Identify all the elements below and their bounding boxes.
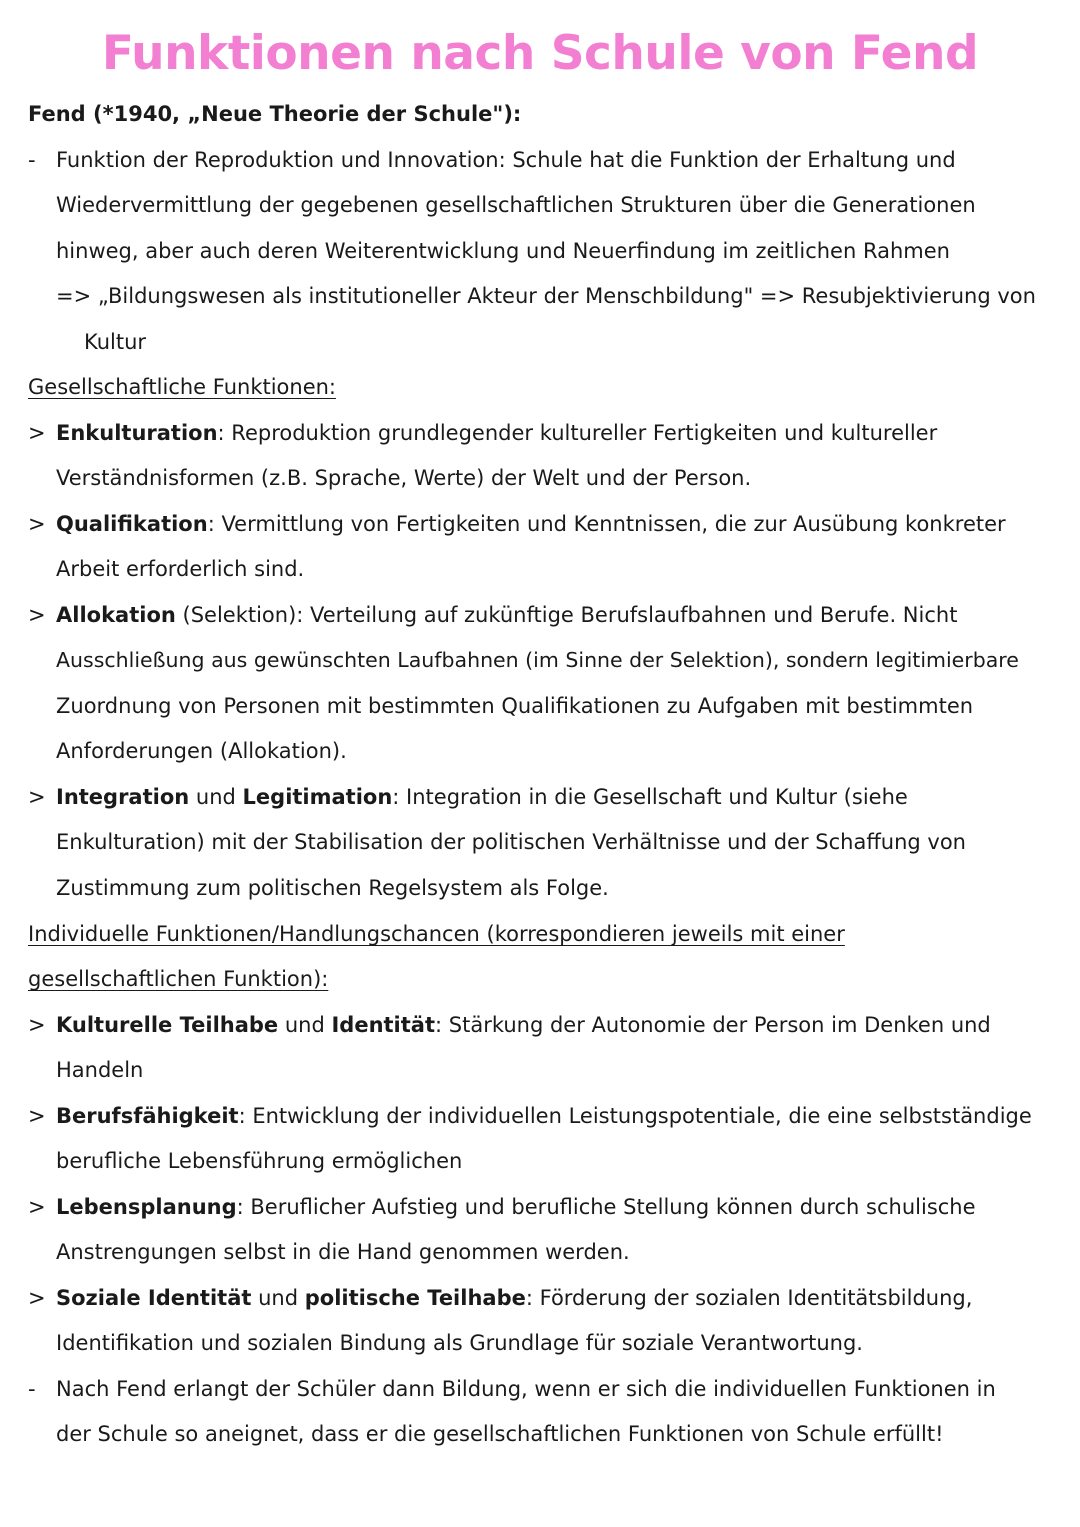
item-text: Anforderungen (Allokation). (56, 739, 347, 763)
term: Berufsfähigkeit (56, 1104, 239, 1128)
item-text: Ausschließung aus gewünschten Laufbahnen (im Sinne der Selektion), sondern legitimierbare (56, 648, 1019, 672)
conclusion-line: Nach Fend erlangt der Schüler dann Bildung, wenn er sich die individuellen Funktionen in (56, 1377, 996, 1401)
list-item (56, 1102, 1032, 1130)
list-item (56, 1011, 991, 1039)
bullet-marker: > (28, 785, 46, 809)
bullet-marker: > (28, 1195, 46, 1219)
item-text: : Förderung der sozialen Identitätsbildung, (525, 1286, 973, 1310)
list-item (56, 510, 1006, 538)
item-text: Identifikation und sozialen Bindung als Grundlage für soziale Verantwortung. (56, 1331, 863, 1355)
term: Allokation (56, 603, 176, 627)
term: Integration (56, 785, 190, 809)
conclusion-line: der Schule so aneignet, dass er die gesellschaftlichen Funktionen von Schule erfüllt! (56, 1422, 944, 1446)
bullet-marker: > (28, 512, 46, 536)
bullet-marker: > (28, 1286, 46, 1310)
item-text: Zuordnung von Personen mit bestimmten Qualifikationen zu Aufgaben mit bestimmten (56, 694, 974, 718)
intro-line: => „Bildungswesen als institutioneller Akteur der Menschbildung" => Resubjektivierung von (56, 284, 1036, 308)
term: Enkulturation (56, 421, 218, 445)
item-text: Zustimmung zum politischen Regelsystem als Folge. (56, 876, 609, 900)
bullet-marker: > (28, 421, 46, 445)
item-text: : Entwicklung der individuellen Leistungspotentiale, die eine selbstständige (238, 1104, 1032, 1128)
item-text: Handeln (56, 1058, 144, 1082)
bullet-marker: > (28, 1104, 46, 1128)
intro-line: Wiedervermittlung der gegebenen gesellschaftlichen Strukturen über die Generationen (56, 193, 976, 217)
individual-heading: Individuelle Funktionen/Handlungschancen (korrespondieren jeweils mit einer (28, 922, 845, 946)
item-text: Anstrengungen selbst in die Hand genommen werden. (56, 1240, 630, 1264)
item-text: Verständnisformen (z.B. Sprache, Werte) der Welt und der Person. (56, 466, 752, 490)
intro-line: Kultur (84, 330, 147, 354)
item-text: Enkulturation) mit der Stabilisation der politischen Verhältnisse und der Schaffung von (56, 830, 966, 854)
intro-heading: Fend (*1940, „Neue Theorie der Schule"): (28, 102, 522, 126)
list-item (56, 783, 908, 811)
bullet-marker: > (28, 603, 46, 627)
item-text: : Vermittlung von Fertigkeiten und Kenntnissen, die zur Ausübung konkreter (207, 512, 1006, 536)
term: Lebensplanung (56, 1195, 237, 1219)
item-text: (Selektion): Verteilung auf zukünftige Berufslaufbahnen und Berufe. Nicht (175, 603, 958, 627)
item-text: berufliche Lebensführung ermöglichen (56, 1149, 463, 1173)
intro-line: hinweg, aber auch deren Weiterentwicklung und Neuerfindung im zeitlichen Rahmen (56, 239, 950, 263)
term: Legitimation (242, 785, 393, 809)
term: Kulturelle Teilhabe (56, 1013, 279, 1037)
joiner: und (189, 785, 243, 809)
page-title: Funktionen nach Schule von Fend (101, 26, 979, 81)
list-item (56, 1193, 976, 1221)
list-item (56, 1284, 972, 1312)
term: Identität (331, 1013, 436, 1037)
intro-dash: - (28, 148, 36, 172)
intro-line: Funktion der Reproduktion und Innovation: Schule hat die Funktion der Erhaltung und (56, 148, 956, 172)
item-text: : Integration in die Gesellschaft und Kultur (siehe (392, 785, 908, 809)
item-text: Arbeit erforderlich sind. (56, 557, 305, 581)
societal-heading: Gesellschaftliche Funktionen: (28, 375, 337, 399)
term: Qualifikation (56, 512, 208, 536)
term: Soziale Identität (56, 1286, 252, 1310)
individual-heading: gesellschaftlichen Funktion): (28, 967, 329, 991)
list-item (56, 419, 937, 447)
bullet-marker: > (28, 1013, 46, 1037)
item-text: : Stärkung der Autonomie der Person im Denken und (435, 1013, 991, 1037)
term: politische Teilhabe (304, 1286, 526, 1310)
joiner: und (251, 1286, 305, 1310)
item-text: : Beruflicher Aufstieg und berufliche Stellung können durch schulische (236, 1195, 976, 1219)
item-text: : Reproduktion grundlegender kultureller Fertigkeiten und kultureller (217, 421, 938, 445)
joiner: und (278, 1013, 332, 1037)
list-item (56, 601, 957, 629)
conclusion-dash: - (28, 1377, 36, 1401)
